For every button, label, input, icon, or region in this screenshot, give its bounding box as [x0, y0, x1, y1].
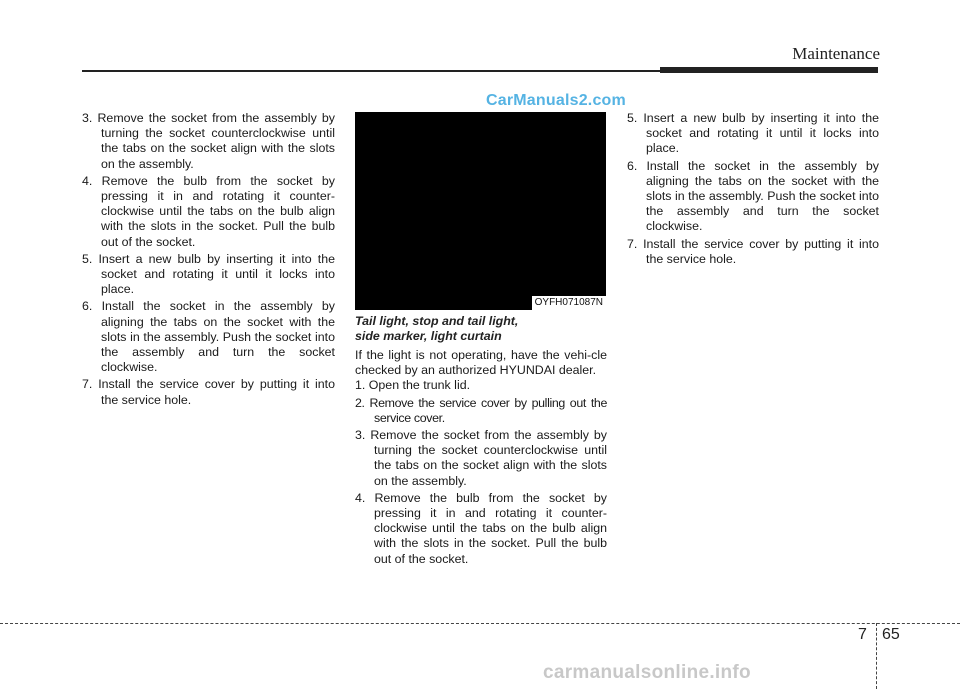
list-item: 3. Remove the socket from the assembly by turning the socket counterclockwise until the tabs on the socket align with the slots on the assembly.: [82, 111, 335, 171]
footer-rule: [0, 623, 960, 624]
list-item: 4. Remove the bulb from the socket by pressing it in and rotating it counter-clockwise until the tabs on the bulb align with the slots in the socket. Pull the bulb out of the socket.: [355, 490, 607, 566]
column-2: [355, 314, 607, 569]
page-number: 65: [882, 626, 900, 643]
column-1: [82, 111, 335, 410]
list-item: 1. Open the trunk lid.: [355, 378, 471, 393]
intro-paragraph: If the light is not operating, have the vehi-cle checked by an authorized HYUNDAI dealer.: [355, 348, 607, 378]
step-list-1: [82, 111, 335, 408]
header-title: Maintenance: [792, 44, 880, 63]
list-item: 4. Remove the bulb from the socket by pressing it in and rotating it counter-clockwise until the tabs on the bulb align with the slots in the socket. Pull the bulb out of the socket.: [82, 173, 335, 249]
list-item: 5. Insert a new bulb by inserting it into the socket and rotating it until it locks into place.: [82, 251, 335, 297]
section-heading-line-1: Tail light, stop and tail light,: [355, 314, 519, 328]
step-list-2: [355, 378, 607, 566]
list-item: 7. Install the service cover by putting it into the service hole.: [82, 377, 335, 407]
list-item: 7. Install the service cover by putting it into the service hole.: [627, 236, 879, 266]
list-item: 6. Install the socket in the assembly by aligning the tabs on the socket with the slots in the assembly. Push the socket into the assembly and turn the socket clockwise.: [82, 299, 335, 375]
figure-image: [355, 112, 606, 310]
section-heading: [355, 314, 607, 344]
page-chapter: 7: [858, 626, 867, 643]
watermark-top[interactable]: CarManuals2.com: [486, 92, 626, 109]
list-item: 3. Remove the socket from the assembly by turning the socket counterclockwise until the tabs on the socket align with the slots on the assembly.: [355, 428, 607, 488]
section-heading-line-2: side marker, light curtain: [355, 329, 502, 343]
column-3: [627, 111, 879, 269]
watermark-bottom[interactable]: carmanualsonline.info: [543, 662, 751, 683]
figure-code: OYFH071087N: [532, 296, 606, 310]
footer-divider: [876, 623, 877, 689]
header-rule-thick: [660, 67, 878, 73]
step-list-3: [627, 111, 879, 267]
list-item: 2. Remove the service cover by pulling out the service cover.: [355, 395, 607, 425]
list-item: 6. Install the socket in the assembly by aligning the tabs on the socket with the slots in the assembly. Push the socket into the assembly and turn the socket clockwise.: [627, 158, 879, 234]
list-item: 5. Insert a new bulb by inserting it into the socket and rotating it until it locks into place.: [627, 111, 879, 156]
header-rule-thin: [82, 70, 662, 72]
